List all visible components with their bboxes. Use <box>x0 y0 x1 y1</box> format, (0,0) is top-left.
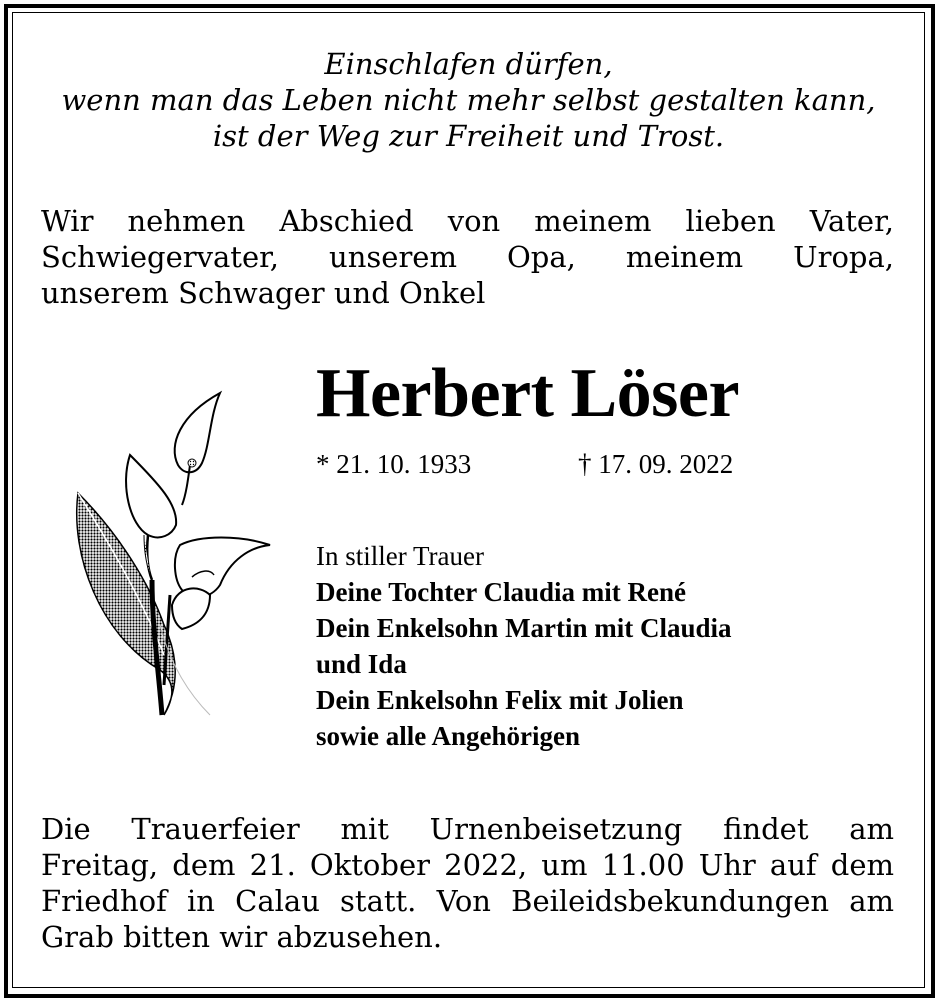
funeral-info <box>41 811 894 955</box>
poem <box>20 46 917 154</box>
poem-line: wenn man das Leben nicht mehr selbst gestalten kann, <box>61 83 876 117</box>
family-line: Dein Enkelsohn Martin mit Claudia <box>316 613 732 643</box>
poem-line: ist der Weg zur Freiheit und Trost. <box>212 119 725 153</box>
funeral-line: Freitag, dem 21. Oktober 2022, um 11.00 Uhr auf dem <box>41 848 894 882</box>
intro-line: Schwiegervater, unserem Opa, meinem Uropa, <box>41 240 894 274</box>
family-line: und Ida <box>316 649 407 679</box>
life-dates <box>316 446 734 482</box>
birth-date: * 21. 10. 1933 <box>316 449 472 479</box>
calla-lily-icon <box>60 385 280 725</box>
family-line: sowie alle Angehörigen <box>316 721 580 751</box>
intro-line: unserem Schwager und Onkel <box>41 276 486 310</box>
poem-line: Einschlafen dürfen, <box>324 47 613 81</box>
family-line: Dein Enkelsohn Felix mit Jolien <box>316 685 684 715</box>
mourning-intro: In stiller Trauer <box>316 541 484 571</box>
funeral-line: Die Trauerfeier mit Urnenbeisetzung findet am <box>41 812 894 846</box>
intro-text <box>41 203 894 311</box>
funeral-line: Grab bitten wir abzusehen. <box>41 920 443 954</box>
death-date: † 17. 09. 2022 <box>578 449 734 479</box>
deceased-name: Herbert Löser <box>316 355 740 432</box>
funeral-line: Friedhof in Calau statt. Von Beileidsbekundungen am <box>41 884 894 918</box>
intro-line: Wir nehmen Abschied von meinem lieben Vater, <box>41 204 894 238</box>
mourning-block <box>316 538 732 754</box>
family-line: Deine Tochter Claudia mit René <box>316 577 686 607</box>
